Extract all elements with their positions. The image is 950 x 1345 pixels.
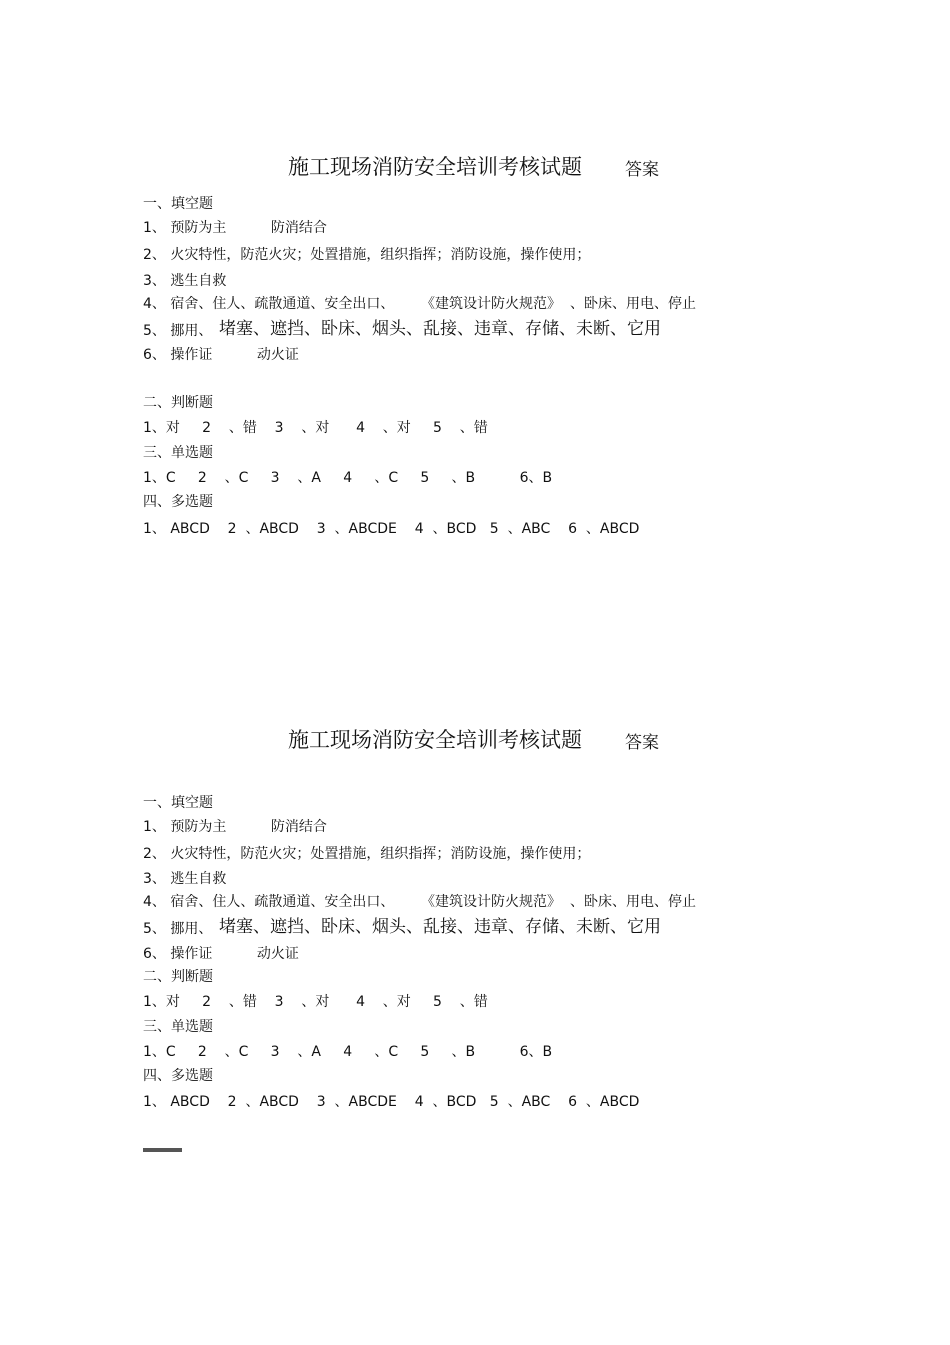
fill-item-5-prefix: 5、 挪用、 — [143, 921, 213, 937]
multi-heading: 四、多选题 — [143, 1068, 213, 1084]
page-title: 施工现场消防安全培训考核试题 — [288, 155, 582, 179]
multi-answers: 1、 ABCD 2 、ABCD 3 、ABCDE 4 、BCD 5 、ABC 6 、ABCD — [143, 521, 640, 537]
single-answers: 1、C 2 、C 3 、A 4 、C 5 、B 6、B — [143, 1044, 553, 1060]
fill-item-3: 3、 逃生自救 — [143, 273, 227, 289]
judge-answers: 1、对 2 、错 3 、对 4 、对 5 、错 — [143, 420, 488, 436]
single-answers: 1、C 2 、C 3 、A 4 、C 5 、B 6、B — [143, 470, 553, 486]
fill-item-4: 4、 宿舍、住人、疏散通道、安全出口、 《建筑设计防火规范》 、卧床、用电、停止 — [143, 894, 696, 910]
single-heading: 三、单选题 — [143, 1019, 213, 1035]
fill-item-3: 3、 逃生自救 — [143, 871, 227, 887]
fill-item-1: 1、 预防为主 防消结合 — [143, 819, 327, 835]
fill-item-2: 2、 火灾特性，防范火灾；处置措施，组织指挥；消防设施，操作使用； — [143, 247, 591, 263]
fill-item-4: 4、 宿舍、住人、疏散通道、安全出口、 《建筑设计防火规范》 、卧床、用电、停止 — [143, 296, 696, 312]
fill-item-5-answer: 堵塞、遮挡、卧床、烟头、乱接、违章、存储、未断、它用 — [219, 917, 661, 937]
fill-item-2: 2、 火灾特性，防范火灾；处置措施，组织指挥；消防设施，操作使用； — [143, 846, 591, 862]
fill-item-1: 1、 预防为主 防消结合 — [143, 220, 327, 236]
fill-item-6: 6、 操作证 动火证 — [143, 347, 299, 363]
fill-heading: 一、填空题 — [143, 795, 213, 811]
fill-item-6: 6、 操作证 动火证 — [143, 946, 299, 962]
page-title: 施工现场消防安全培训考核试题 — [288, 728, 582, 752]
multi-heading: 四、多选题 — [143, 494, 213, 510]
scan-mark — [143, 1148, 182, 1152]
answer-label: 答案 — [625, 160, 659, 180]
judge-heading: 二、判断题 — [143, 395, 213, 411]
fill-item-5-prefix: 5、 挪用、 — [143, 323, 213, 339]
judge-heading: 二、判断题 — [143, 969, 213, 985]
fill-item-5-answer: 堵塞、遮挡、卧床、烟头、乱接、违章、存储、未断、它用 — [219, 319, 661, 339]
single-heading: 三、单选题 — [143, 445, 213, 461]
answer-label: 答案 — [625, 733, 659, 753]
judge-answers: 1、对 2 、错 3 、对 4 、对 5 、错 — [143, 994, 488, 1010]
multi-answers: 1、 ABCD 2 、ABCD 3 、ABCDE 4 、BCD 5 、ABC 6 、ABCD — [143, 1094, 640, 1110]
fill-heading: 一、填空题 — [143, 196, 213, 212]
